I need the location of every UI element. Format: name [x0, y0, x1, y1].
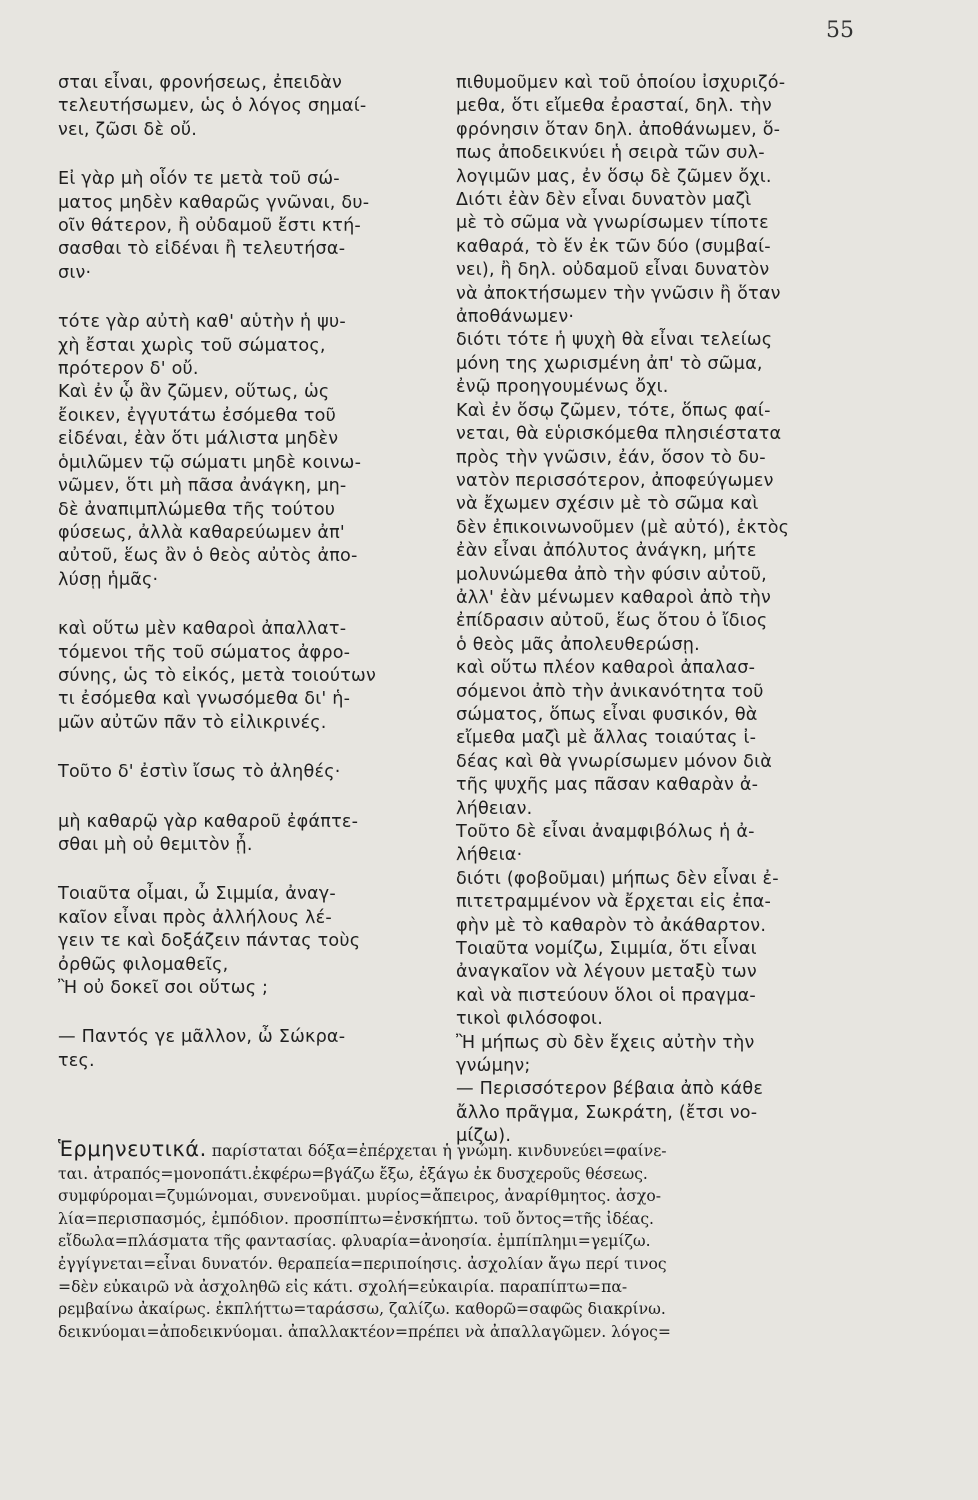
- text-line: καὶ οὕτω μὲν καθαροὶ ἀπαλλατ-: [58, 619, 347, 640]
- text-line: ὁμιλῶμεν τῷ σώματι μηδὲ κοινω-: [58, 452, 362, 473]
- notes-line: εἴδωλα=πλάσματα τῆς φαντασίας. φλυαρία=ἀνοησία. ἐμπίπλημι=γεμίζω.: [58, 1232, 651, 1251]
- text-line: λήθεια·: [456, 845, 523, 866]
- text-line: δέας καὶ θὰ γνωρίσωμεν μόνον διὰ: [456, 751, 773, 772]
- text-line: ὁ θεὸς μᾶς ἀπολευθερώσῃ.: [456, 634, 700, 655]
- left-column-ancient-text: [58, 72, 440, 1073]
- text-line: ἄλλο πρᾶγμα, Σωκράτη, (ἔτσι νο-: [456, 1102, 758, 1123]
- text-line: καὶ νὰ πιστεύουν ὅλοι οἱ πραγμα-: [456, 985, 756, 1006]
- text-line: τότε γὰρ αὐτὴ καθ' αὑτὴν ἡ ψυ-: [58, 312, 346, 333]
- text-line: ἐπίδρασιν αὐτοῦ, ἕως ὅτου ὁ ἴδιος: [456, 611, 768, 632]
- text-line: πρότερον δ' οὔ.: [58, 359, 199, 380]
- notes-line: συμφύρομαι=ζυμώνομαι, συνενοῦμαι. μυρίος=ἄπειρος, ἀναρίθμητος. ἀσχο-: [58, 1187, 662, 1206]
- notes-line: ται. ἀτραπός=μονοπάτι.ἐκφέρω=βγάζω ἔξω, ἐξάγω ἐκ δυσχεροῦς θέσεως.: [58, 1164, 648, 1183]
- notes-line: ρεμβαίνω ἀκαίρως. ἐκπλήττω=ταράσσω, ζαλίζω. καθορῶ=σαφῶς διακρίνω.: [58, 1300, 666, 1319]
- text-line: Διότι ἐὰν δὲν εἶναι δυνατὸν μαζὶ: [456, 190, 752, 211]
- text-line: γνώμην;: [456, 1056, 531, 1077]
- text-line: Καὶ ἐν ὅσῳ ζῶμεν, τότε, ὅπως φαί-: [456, 400, 771, 421]
- paragraph-gap: [58, 735, 440, 761]
- text-line: καθαρά, τὸ ἕν ἐκ τῶν δύο (συμβαί-: [456, 236, 771, 257]
- text-line: μίζω).: [456, 1126, 512, 1147]
- text-line: μεθα, ὅτι εἴμεθα ἐρασταί, δηλ. τὴν: [456, 96, 772, 117]
- text-line: Εἰ γὰρ μὴ οἷόν τε μετὰ τοῦ σώ-: [58, 169, 340, 190]
- notes-line: δεικνύομαι=ἀποδεικνύομαι. ἀπαλλακτέον=πρέπει νὰ ἀπαλλαγῶμεν. λόγος=: [58, 1322, 671, 1341]
- text-line: οῖν θάτερον, ἢ οὐδαμοῦ ἔστι κτή-: [58, 216, 361, 237]
- text-line: λήθειαν.: [456, 798, 533, 819]
- notes-line: λία=περισπασμός, ἐμπόδιον. προσπίπτω=ἐνσκήπτω. τοῦ ὄντος=τῆς ἰδέας.: [58, 1209, 655, 1228]
- notes-first-line-text: παρίσταται δόξα=ἐπέρχεται ἡ γνώμη. κινδυνεύει=φαίνε-: [206, 1142, 667, 1160]
- notes-line: =δὲν εὐκαιρῶ νὰ ἀσχοληθῶ εἰς κάτι. σχολή=εὐκαιρία. παραπίπτω=πα-: [58, 1277, 628, 1296]
- text-line: σώματος, ὅπως εἶναι φυσικόν, θὰ: [456, 704, 758, 725]
- text-line: νει, ζῶσι δὲ οὔ.: [58, 119, 198, 140]
- text-line: τες.: [58, 1050, 95, 1071]
- text-line: — Περισσότερον βέβαια ἀπὸ κάθε: [456, 1079, 764, 1100]
- notes-first-line: [58, 1138, 888, 1163]
- text-line: μῶν αὐτῶν πᾶν τὸ εἰλικρινές.: [58, 712, 327, 733]
- text-line: νεται, θὰ εὑρισκόμεθα πλησιέστατα: [456, 424, 782, 445]
- text-line: εἴμεθα μαζὶ μὲ ἄλλας τοιαύτας ἰ-: [456, 728, 757, 749]
- paragraph-gap: [58, 785, 440, 811]
- glossary-notes: [58, 1138, 888, 1343]
- text-line: νατὸν περισσότερον, ἀποφεύγωμεν: [456, 470, 774, 491]
- text-line: ἀποθάνωμεν·: [456, 307, 575, 328]
- text-line: δὲν ἐπικοινωνοῦμεν (μὲ αὐτό), ἐκτὸς: [456, 517, 790, 538]
- text-line: σθαι μὴ οὐ θεμιτὸν ᾖ.: [58, 834, 253, 855]
- text-line: μὲ τὸ σῶμα νὰ γνωρίσωμεν τίποτε: [456, 213, 769, 234]
- text-line: φὴν μὲ τὸ καθαρὸν τὸ ἀκάθαρτον.: [456, 915, 767, 936]
- notes-title: Ἑρμηνευτικά.: [58, 1137, 207, 1161]
- text-line: Τοιαῦτα νομίζω, Σιμμία, ὅτι εἶναι: [456, 939, 757, 960]
- text-line: Ἢ μήπως σὺ δὲν ἔχεις αὐτὴν τὴν: [456, 1032, 755, 1053]
- text-line: σται εἶναι, φρονήσεως, ἐπειδὰν: [58, 73, 343, 93]
- text-line: διότι τότε ἡ ψυχὴ θὰ εἶναι τελείως: [456, 330, 773, 351]
- text-line: ἐὰν εἶναι ἀπόλυτος ἀνάγκη, μήτε: [456, 541, 757, 562]
- text-line: πως ἀποδεικνύει ἡ σειρὰ τῶν συλ-: [456, 143, 765, 164]
- text-line: μὴ καθαρῷ γὰρ καθαροῦ ἐφάπτε-: [58, 811, 359, 832]
- text-line: τόμενοι τῆς τοῦ σώματος ἀφρο-: [58, 642, 351, 663]
- text-line: τι ἐσόμεθα καὶ γνωσόμεθα δι' ἡ-: [58, 689, 351, 710]
- text-line: ἀλλ' ἐὰν μένωμεν καθαροὶ ἀπὸ τὴν: [456, 587, 772, 608]
- text-line: μόνη της χωρισμένη ἀπ' τὸ σῶμα,: [456, 353, 763, 374]
- text-line: Τοῦτο δ' ἐστὶν ἴσως τὸ ἀληθές·: [58, 762, 341, 783]
- text-line: διότι (φοβοῦμαι) μήπως δὲν εἶναι ἐ-: [456, 868, 779, 889]
- paragraph-gap: [58, 142, 440, 168]
- text-line: γειν τε καὶ δοξάζειν πάντας τοὺς: [58, 931, 361, 952]
- text-line: πρὸς τὴν γνῶσιν, ἐάν, ὅσον τὸ δυ-: [456, 447, 766, 468]
- paragraph-gap: [58, 592, 440, 618]
- text-line: εἰδέναι, ἐὰν ὅτι μάλιστα μηδὲν: [58, 429, 339, 450]
- text-line: σύνης, ὡς τὸ εἰκός, μετὰ τοιούτων: [58, 665, 377, 686]
- text-line: τῆς ψυχῆς μας πᾶσαν καθαρὰν ἀ-: [456, 775, 759, 796]
- paragraph-gap: [58, 857, 440, 883]
- text-line: νει), ἢ δηλ. οὐδαμοῦ εἶναι δυνατὸν: [456, 260, 770, 281]
- paragraph-gap: [58, 285, 440, 311]
- text-line: νὰ ἔχωμεν σχέσιν μὲ τὸ σῶμα καὶ: [456, 494, 759, 515]
- page-number: 55: [826, 18, 854, 43]
- text-line: τικοὶ φιλόσοφοι.: [456, 1009, 603, 1030]
- text-line: χὴ ἔσται χωρὶς τοῦ σώματος,: [58, 335, 326, 356]
- text-line: δὲ ἀναπιμπλώμεθα τῆς τούτου: [58, 499, 336, 520]
- text-line: νῶμεν, ὅτι μὴ πᾶσα ἀνάγκη, μη-: [58, 476, 347, 497]
- text-line: πιτετραμμένον νὰ ἔρχεται εἰς ἐπα-: [456, 892, 772, 913]
- text-line: σόμενοι ἀπὸ τὴν ἀνικανότητα τοῦ: [456, 681, 764, 702]
- text-line: ὀρθῶς φιλομαθεῖς,: [58, 954, 229, 975]
- text-line: νὰ ἀποκτήσωμεν τὴν γνῶσιν ἢ ὅταν: [456, 283, 781, 304]
- text-line: ἔοικεν, ἐγγυτάτω ἐσόμεθα τοῦ: [58, 405, 336, 426]
- paragraph-gap: [58, 1000, 440, 1026]
- text-line: πιθυμοῦμεν καὶ τοῦ ὁποίου ἰσχυριζό-: [456, 73, 786, 93]
- text-line: ματος μηδὲν καθαρῶς γνῶναι, δυ-: [58, 192, 370, 213]
- text-line: τελευτήσωμεν, ὡς ὁ λόγος σημαί-: [58, 96, 367, 117]
- text-line: Καὶ ἐν ᾧ ἂν ζῶμεν, οὕτως, ὡς: [58, 382, 330, 403]
- text-line: φρόνησιν ὅταν δηλ. ἀποθάνωμεν, ὅ-: [456, 119, 781, 140]
- text-line: φύσεως, ἀλλὰ καθαρεύωμεν ἀπ': [58, 522, 345, 543]
- text-line: Τοιαῦτα οἶμαι, ὦ Σιμμία, ἀναγ-: [58, 884, 336, 905]
- text-line: μολυνώμεθα ἀπὸ τὴν φύσιν αὐτοῦ,: [456, 564, 767, 585]
- text-line: ἀναγκαῖον νὰ λέγουν μεταξὺ των: [456, 962, 757, 983]
- text-line: Ἢ οὐ δοκεῖ σοι οὕτως ;: [58, 978, 269, 998]
- text-line: Τοῦτο δὲ εἶναι ἀναμφιβόλως ἡ ἀ-: [456, 822, 755, 842]
- text-line: — Παντός γε μᾶλλον, ὦ Σώκρα-: [58, 1027, 346, 1048]
- text-line: καὶ οὕτω πλέον καθαροὶ ἀπαλασ-: [456, 658, 756, 679]
- text-line: λογιμῶν μας, ἐν ὅσῳ δὲ ζῶμεν ὄχι.: [456, 166, 772, 187]
- right-column-translation: [456, 72, 880, 1149]
- notes-line: ἐγγίγνεται=εἶναι δυνατόν. θεραπεία=περιποίησις. ἀσχολίαν ἄγω περί τινος: [58, 1254, 667, 1273]
- text-line: λύσῃ ἡμᾶς·: [58, 569, 159, 590]
- text-line: αὐτοῦ, ἕως ἂν ὁ θεὸς αὐτὸς ἀπο-: [58, 546, 358, 567]
- text-line: καῖον εἶναι πρὸς ἀλλήλους λέ-: [58, 907, 332, 928]
- text-line: σιν·: [58, 262, 92, 283]
- text-line: σασθαι τὸ εἰδέναι ἢ τελευτήσα-: [58, 239, 346, 260]
- text-line: ἐνῷ προηγουμένως ὄχι.: [456, 377, 669, 398]
